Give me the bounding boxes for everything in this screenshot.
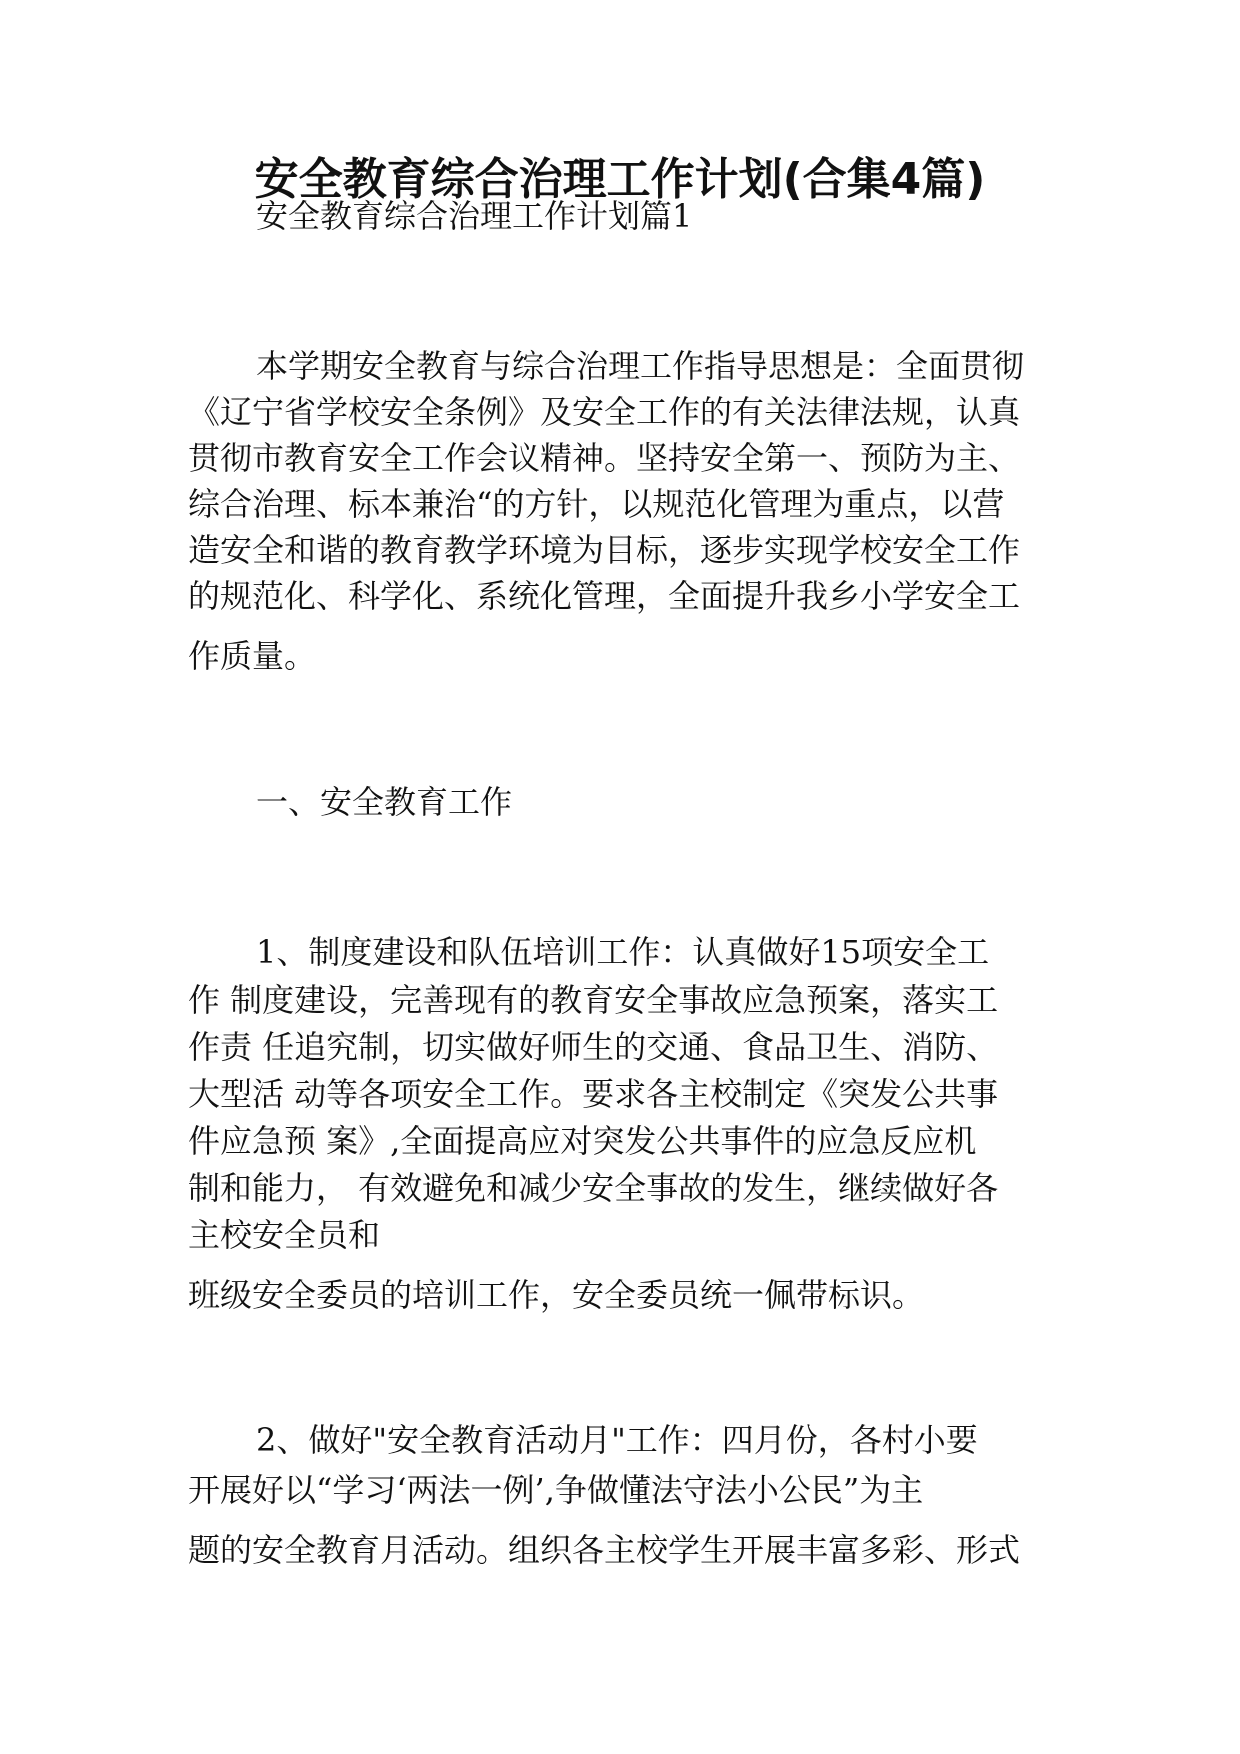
paragraph-line: 综合治理、标本兼治“的方针，以规范化管理为重点，以营 <box>188 485 1005 523</box>
paragraph-line: 《辽宁省学校安全条例》及安全工作的有关法律法规，认真 <box>188 393 1021 431</box>
document-title: 安全教育综合治理工作计划(合集4篇) <box>254 154 986 205</box>
paragraph-line: 本学期安全教育与综合治理工作指导思想是：全面贯彻 <box>256 347 1025 385</box>
paragraph-line: 开展好以“学习‘两法一例’,争做懂法守法小公民”为主 <box>188 1471 924 1509</box>
paragraph-line: 造安全和谐的教育教学环境为目标，逐步实现学校安全工作 <box>188 531 1021 569</box>
paragraph-line: 件应急预 案》,全面提高应对突发公共事件的应急反应机 <box>188 1122 977 1160</box>
paragraph-line: 作 制度建设，完善现有的教育安全事故应急预案，落实工 <box>188 981 999 1019</box>
paragraph-line: 作责 任追究制，切实做好师生的交通、食品卫生、消防、 <box>188 1028 999 1066</box>
paragraph-line: 班级安全委员的培训工作，安全委员统一佩带标识。 <box>188 1276 925 1314</box>
section-subtitle: 安全教育综合治理工作计划篇1 <box>256 197 693 235</box>
paragraph-line: 2、做好"安全教育活动月"工作：四月份，各村小要 <box>256 1421 978 1459</box>
paragraph-line: 1、制度建设和队伍培训工作：认真做好15项安全工 <box>256 933 990 971</box>
paragraph-line: 大型活 动等各项安全工作。要求各主校制定《突发公共事 <box>188 1075 999 1113</box>
paragraph-line: 作质量。 <box>188 637 317 675</box>
paragraph-line: 主校安全员和 <box>188 1216 381 1254</box>
paragraph-line: 的规范化、科学化、系统化管理，全面提升我乡小学安全工 <box>188 577 1021 615</box>
paragraph-line: 贯彻市教育安全工作会议精神。坚持安全第一、预防为主、 <box>188 439 1021 477</box>
paragraph-line: 题的安全教育月活动。组织各主校学生开展丰富多彩、形式 <box>188 1531 1021 1569</box>
section-heading: 一、安全教育工作 <box>256 783 513 821</box>
paragraph-line: 制和能力， 有效避免和减少安全事故的发生，继续做好各 <box>188 1169 999 1207</box>
